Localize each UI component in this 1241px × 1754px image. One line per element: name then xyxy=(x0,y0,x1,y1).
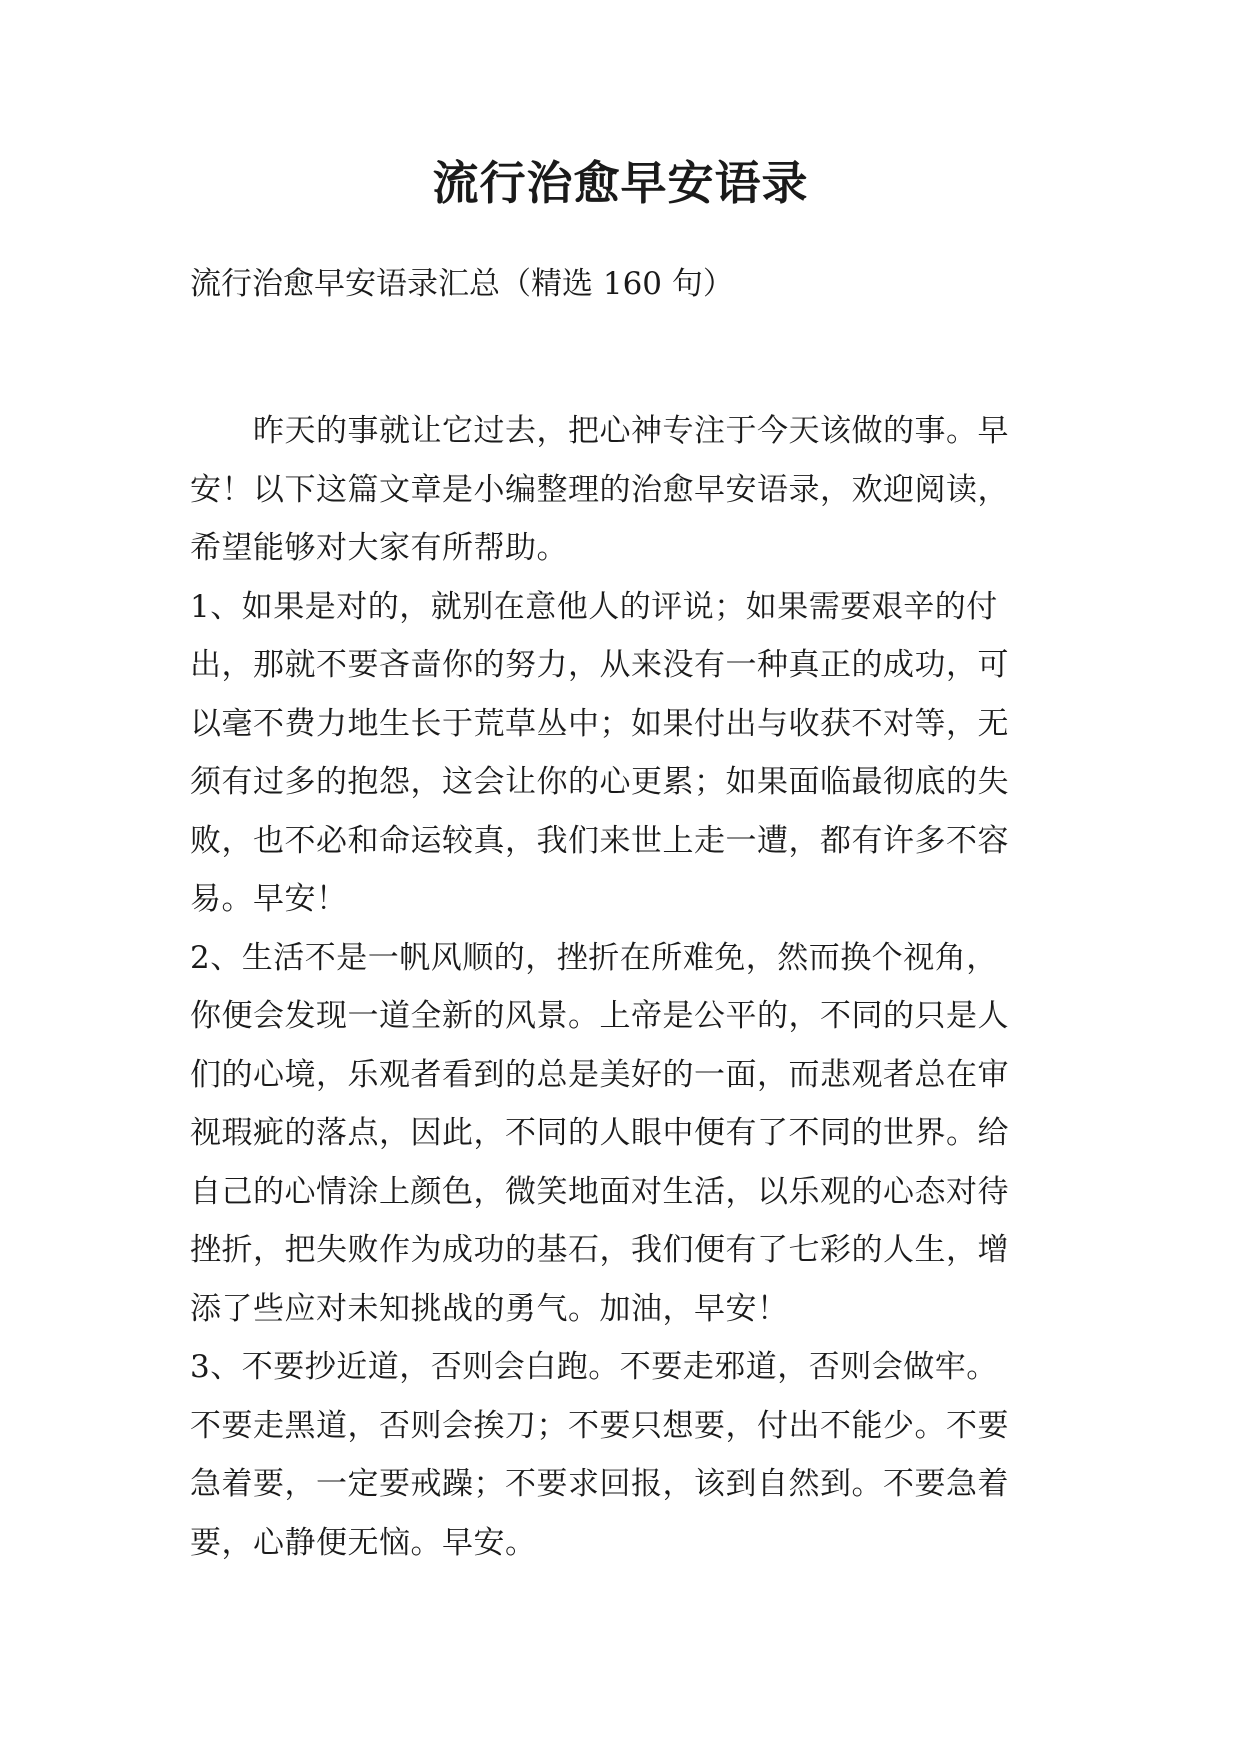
body-line: 急着要，一定要戒躁；不要求回报，该到自然到。不要急着 xyxy=(190,1466,1009,1502)
body-line: 们的心境，乐观者看到的总是美好的一面，而悲观者总在审 xyxy=(190,1056,1009,1093)
body-line: 3、不要抄近道，否则会白跑。不要走邪道，否则会做牢。 xyxy=(190,1349,998,1385)
body-line: 以毫不费力地生长于荒草丛中；如果付出与收获不对等，无 xyxy=(190,705,1009,742)
body-line: 自己的心情涂上颜色，微笑地面对生活，以乐观的心态对待 xyxy=(190,1173,1009,1210)
body-line: 败，也不必和命运较真，我们来世上走一遭，都有许多不容 xyxy=(190,822,1009,859)
body-line: 出，那就不要吝啬你的努力，从来没有一种真正的成功，可 xyxy=(190,647,1009,683)
document-title: 流行治愈早安语录 xyxy=(432,156,809,210)
document-body xyxy=(190,402,1070,1572)
body-line: 不要走黑道，否则会挨刀；不要只想要，付出不能少。不要 xyxy=(190,1407,1009,1444)
body-line: 2、生活不是一帆风顺的，挫折在所难免，然而换个视角， xyxy=(190,939,998,976)
body-line: 挫折，把失败作为成功的基石，我们便有了七彩的人生，增 xyxy=(190,1232,1009,1268)
body-line: 须有过多的抱怨，这会让你的心更累；如果面临最彻底的失 xyxy=(190,764,1009,800)
body-line: 昨天的事就让它过去，把心神专注于今天该做的事。早 xyxy=(190,413,1009,449)
body-line: 希望能够对大家有所帮助。 xyxy=(190,530,568,566)
body-line: 易。早安！ xyxy=(190,881,348,917)
body-line: 你便会发现一道全新的风景。上帝是公平的，不同的只是人 xyxy=(190,998,1009,1034)
body-line: 1、如果是对的，就别在意他人的评说；如果需要艰辛的付 xyxy=(190,588,998,625)
body-line: 添了些应对未知挑战的勇气。加油，早安！ xyxy=(190,1290,789,1327)
body-line: 视瑕疵的落点，因此，不同的人眼中便有了不同的世界。给 xyxy=(190,1115,1009,1151)
document-subtitle: 流行治愈早安语录汇总（精选 160 句） xyxy=(190,266,734,302)
body-line: 安！以下这篇文章是小编整理的治愈早安语录，欢迎阅读， xyxy=(190,471,1009,508)
body-line: 要，心静便无恼。早安。 xyxy=(190,1524,537,1561)
